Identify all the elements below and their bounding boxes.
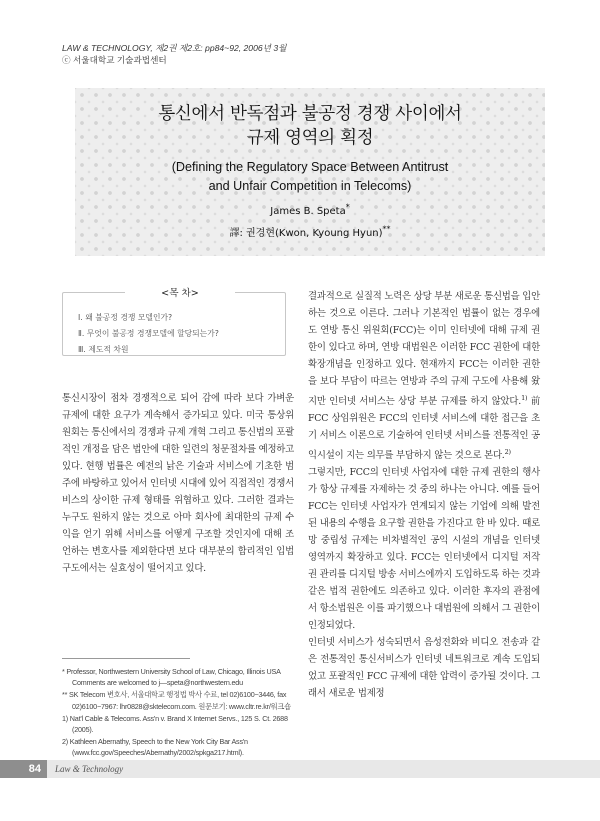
- paragraph: 인터넷 서비스가 성숙되면서 음성전화와 비디오 전송과 같은 전통적인 통신서비스가 인터넷 네트워크로 계속 도입되었고 포괄적인 FCC 규제에 대한 압력이 증가될 것이다. 그래서 새로운 법제정: [308, 637, 540, 700]
- paragraph: [308, 288, 540, 464]
- title-korean-line2: 규제 영역의 획정: [246, 128, 374, 148]
- author-footnote-mark[interactable]: *: [345, 202, 350, 212]
- journal-citation: LAW & TECHNOLOGY, 제2권 제2호: pp84~92, 2006년 3월: [62, 43, 287, 53]
- publisher-line: ⓒ 서울대학교 기술과법센터: [62, 55, 167, 65]
- toc-item[interactable]: Ⅲ. 제도적 차원: [78, 345, 129, 354]
- title-korean-line1: 통신에서 반독점과 불공정 경쟁 사이에서: [158, 104, 462, 124]
- footnote: 2) Kathleen Abernathy, Speech to the New York City Bar Ass'n (www.fcc.gov/Speeches/Abernathy/2002/spkga217.html).: [62, 737, 248, 758]
- toc-item[interactable]: Ⅱ. 무엇이 불공정 경쟁모델에 할당되는가?: [78, 329, 219, 338]
- footnote-divider: [62, 658, 190, 659]
- footnote-ref-2[interactable]: 2): [504, 448, 511, 457]
- footnote-ref-1[interactable]: 1): [521, 394, 528, 402]
- author-line: [75, 202, 545, 217]
- toc-title: <목 차>: [125, 285, 235, 299]
- author-name: James B. Speta: [270, 206, 346, 217]
- paragraph: 통신시장이 점차 경쟁적으로 되어 감에 따라 보다 가벼운 규제에 대한 요구가 계속해서 증가되고 있다. 미국 통상위원회는 통신에서의 경쟁과 규제 개혁 그리고 통신법의 포괄적인 개정을 담은 법안에 대한 일련의 청문절차를 예정하고 있다. 현행 법률은 예전의 낡은 기술과 서비스에 기초한 범주에 바탕하고 있어서 인터넷 시대에 있어 직접적인 경쟁서비스의 상이한 규제 형태를 위협하고 있다. 그러한 결과는 누구도 원하지 않는 것으로 아마 회사에 최대한의 규제 수익을 얻기 위해 서비스를 어떻게 구조할 것인지에 대해 조언하는 변호사를 제외한다면 보다 대부분의 합리적인 입법 구도에서는 실효성이 떨어지고 있다.: [62, 393, 295, 574]
- translator-footnote-mark[interactable]: **: [382, 224, 391, 234]
- footer-journal-name: Law & Technology: [55, 764, 124, 774]
- translator-line: [75, 224, 545, 239]
- body-left-column: [62, 390, 294, 577]
- footnote: * Professor, Northwestern University School of Law, Chicago, Illinois USA Comments are welcomed to j—speta@northwestern.edu: [62, 667, 281, 688]
- journal-info: [62, 42, 462, 66]
- footnotes: [62, 666, 296, 760]
- paragraph: 그렇지만, FCC의 인터넷 사업자에 대한 규제 권한의 행사가 항상 규제를 자제하는 것 중의 하나는 아니다. 예를 들어 FCC는 인터넷 사업자가 연계되지 않는 기업에 의해 발전된 내용의 수행을 요구할 권한을 가진다고 한 바 있다. 때로 망 중립성 규제는 비차별적인 공익 시설의 개념을 인터넷 영역까지 확장하고 있다. FCC는 인터넷에서 디지털 저작권 관리를 디지털 방송 서비스에까지 도입하도록 하는 것과 같은 법적 권한에도 의존하고 있다. 이러한 후자의 관점에서 항소법원은 이를 파기했으나 대법원에 의해서 그 권한이 인정되었다.: [308, 467, 541, 632]
- page-number-badge: [0, 760, 47, 778]
- toc-item[interactable]: Ⅰ. 왜 불공정 경쟁 모델인가?: [78, 313, 173, 322]
- title-box: [75, 88, 545, 256]
- paragraph-text: 결과적으로 실질적 노력은 상당 부분 새로운 통신법을 입안하는 것으로 이른다. 그러나 기본적인 법률이 없는 경우에도 연방 통신 위원회(FCC)는 이미 인터넷에 대해 규제 권한이 있다고 하며, 연방 대법원은 이러한 FCC 권한에 대한 확장개념을 인정하고 있다. 현재까지 FCC는 이러한 권한을 보다 부담이 따르는 연방과 주의 규제 구도에 사용해 왔지만 인터넷 서비스는 상당 부분 규제를 하지 않았다.: [308, 291, 541, 408]
- body-right-column: [308, 288, 540, 702]
- title-english-line1: (Defining the Regulatory Space Between Antitrust: [171, 160, 449, 174]
- title-english-line2: and Unfair Competition in Telecoms): [208, 179, 412, 193]
- paragraph-text: 前 FCC 상임위원은 FCC의 인터넷 서비스에 대한 접근을 초기 서비스 이론으로 기술하여 인터넷 서비스를 전통적인 공익시설이 지는 의무를 부담하지 않는 것으로 본다.: [308, 396, 541, 462]
- page-number: 84: [28, 763, 41, 775]
- translator-name: 譯: 권경현(Kwon, Kyoung Hyun): [229, 228, 383, 239]
- footnote: 1) Nat'l Cable & Telecoms. Ass'n v. Brand X Internet Servs., 125 S. Ct. 2688 (2005).: [62, 713, 288, 735]
- footnote: ** SK Telecom 변호사, 서울대학교 행정법 박사 수료, tel 02)6100−3446, fax 02)6100−7967: lhr0828@sktelecom.com. 원문보기: www.cltr.re.kr/워크숍: [62, 690, 291, 711]
